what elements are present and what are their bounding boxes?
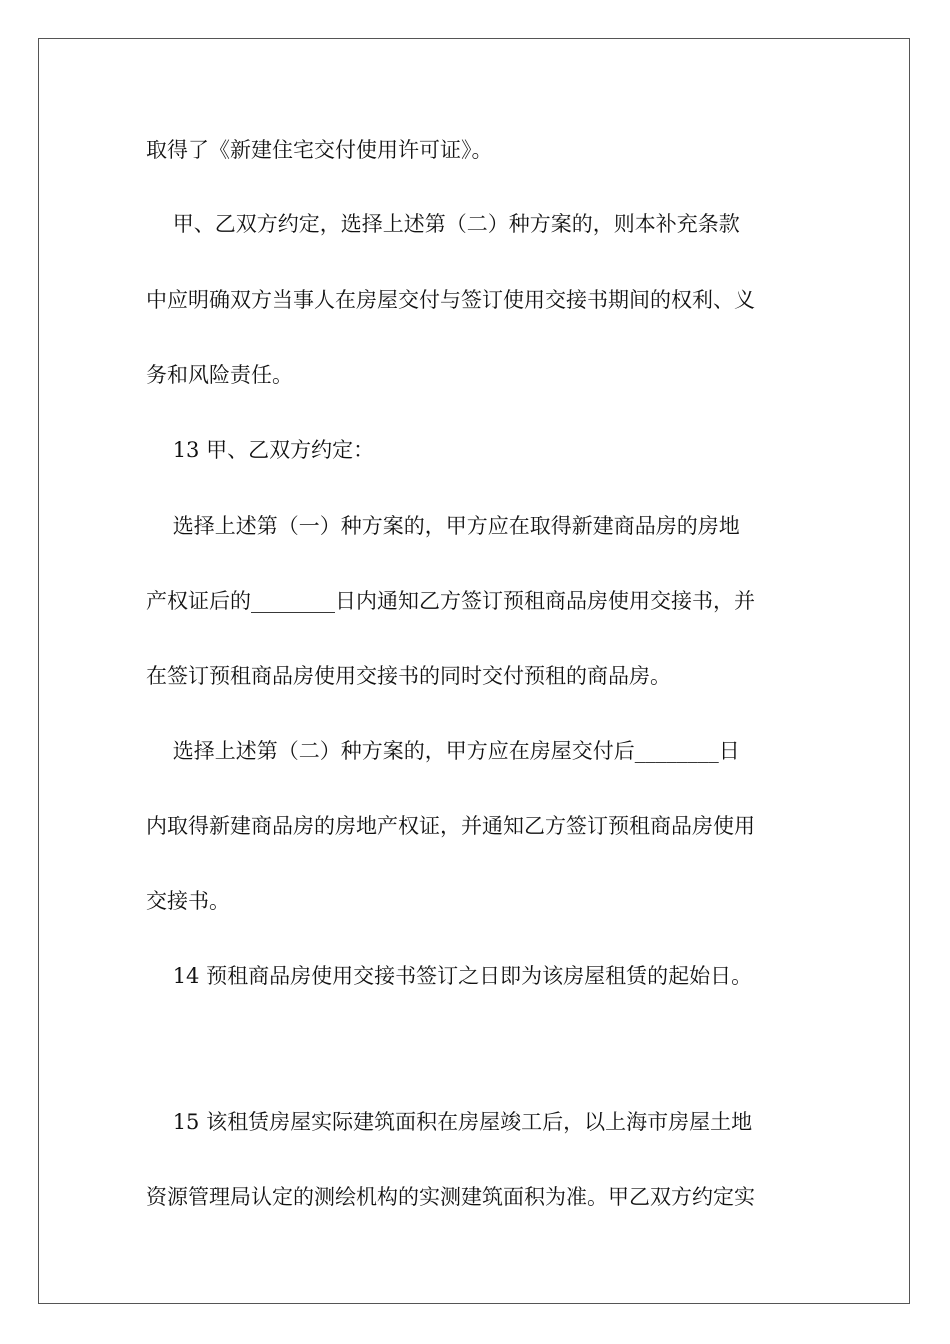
text-line: 务和风险责任。 xyxy=(146,363,293,387)
text-line: 在签订预租商品房使用交接书的同时交付预租的商品房。 xyxy=(146,664,671,688)
text-line: 内取得新建商品房的房地产权证，并通知乙方签订预租商品房使用 xyxy=(146,814,755,838)
text-line: 交接书。 xyxy=(146,889,230,913)
text-line: 产权证后的________日内通知乙方签订预租商品房使用交接书，并 xyxy=(146,589,755,613)
text-line: 甲、乙双方约定，选择上述第（二）种方案的，则本补充条款 xyxy=(146,212,740,236)
text-line: 中应明确双方当事人在房屋交付与签订使用交接书期间的权利、义 xyxy=(146,288,755,312)
text-line: 15 该租赁房屋实际建筑面积在房屋竣工后，以上海市房屋土地 xyxy=(146,1110,753,1134)
text-line: 取得了《新建住宅交付使用许可证》。 xyxy=(146,138,493,162)
text-line: 14 预租商品房使用交接书签订之日即为该房屋租赁的起始日。 xyxy=(146,964,753,988)
text-line: 选择上述第（二）种方案的，甲方应在房屋交付后________日 xyxy=(146,739,740,763)
text-line: 资源管理局认定的测绘机构的实测建筑面积为准。甲乙双方约定实 xyxy=(146,1185,755,1209)
text-line: 13 甲、乙双方约定： xyxy=(146,438,375,462)
text-line: 选择上述第（一）种方案的，甲方应在取得新建商品房的房地 xyxy=(146,514,740,538)
